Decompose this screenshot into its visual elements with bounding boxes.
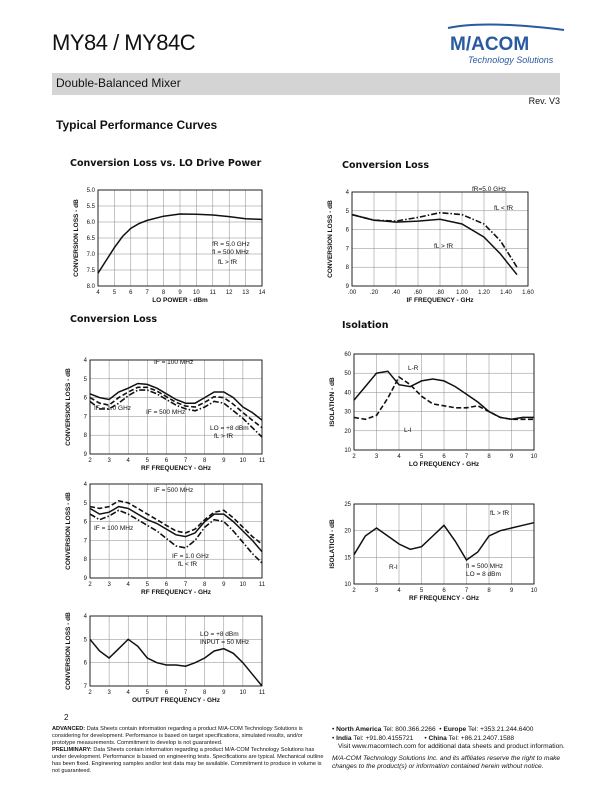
x-tick-label: 7 bbox=[464, 454, 469, 460]
section-title: Typical Performance Curves bbox=[56, 118, 218, 132]
grid bbox=[98, 190, 262, 286]
chart-title-isolation: Isolation bbox=[342, 320, 389, 331]
x-tick-label: 1.60 bbox=[522, 290, 534, 296]
y-axis-label: CONVERSION LOSS - dB bbox=[65, 492, 72, 570]
x-tick-label: 2 bbox=[88, 582, 92, 588]
chart-annotation: L-I bbox=[404, 427, 412, 434]
footer-disclaimer bbox=[52, 726, 327, 775]
y-tick-label: 20 bbox=[344, 528, 351, 535]
chart-annotation: IF = 1.0 GHz bbox=[94, 405, 132, 412]
footer-contacts bbox=[332, 726, 567, 772]
chart-annotation: LO = 8 dBm bbox=[466, 571, 501, 578]
y-tick-label: 5 bbox=[83, 637, 87, 644]
y-axis-label: ISOLATION - dB bbox=[329, 519, 336, 569]
macom-logo bbox=[444, 24, 569, 68]
y-tick-label: 50 bbox=[344, 371, 351, 378]
x-tick-label: 2 bbox=[88, 690, 92, 696]
x-tick-label: .80 bbox=[435, 290, 445, 296]
y-tick-label: 8 bbox=[83, 433, 87, 440]
x-tick-label: 14 bbox=[258, 290, 266, 296]
y-tick-label: 4 bbox=[345, 190, 349, 196]
chart-annotation: fL < fR bbox=[178, 561, 198, 568]
advanced-label: ADVANCED: bbox=[52, 726, 86, 732]
x-tick-label: 5 bbox=[112, 290, 117, 296]
x-tick-label: 4 bbox=[126, 690, 130, 696]
x-tick-label: 2 bbox=[352, 588, 356, 594]
x-tick-label: 5 bbox=[419, 454, 424, 460]
y-tick-label: 5 bbox=[83, 376, 87, 383]
y-axis-label: CONVERSION LOSS - dB bbox=[65, 368, 72, 446]
y-tick-label: 4 bbox=[83, 482, 87, 488]
x-tick-label: 9 bbox=[509, 588, 514, 594]
x-tick-label: 11 bbox=[258, 458, 266, 464]
chart-annotation: LO = +8 dBm bbox=[210, 425, 249, 432]
y-tick-label: 6.5 bbox=[86, 236, 95, 242]
y-tick-label: 5.0 bbox=[86, 188, 95, 194]
x-axis-label: RF FREQUENCY - GHz bbox=[141, 589, 211, 596]
x-tick-label: 8 bbox=[202, 582, 207, 588]
chart-annotation: fL > fR bbox=[490, 510, 510, 517]
x-tick-label: 10 bbox=[239, 690, 247, 696]
revision-label: Rev. V3 bbox=[528, 96, 560, 106]
y-tick-label: 15 bbox=[344, 555, 351, 562]
y-tick-label: 9 bbox=[83, 576, 87, 582]
x-tick-label: 8 bbox=[202, 458, 207, 464]
chart-annotation: fL > fR bbox=[434, 243, 454, 250]
chart-annotation: fL > fR bbox=[214, 433, 234, 440]
y-tick-label: 4 bbox=[83, 358, 87, 364]
x-tick-label: 1.40 bbox=[500, 290, 512, 296]
x-tick-label: 6 bbox=[164, 458, 169, 464]
x-tick-label: 6 bbox=[164, 582, 169, 588]
x-tick-label: 9 bbox=[509, 454, 514, 460]
x-tick-label: 9 bbox=[222, 582, 226, 588]
chart-annotation: IF = 500 MHz bbox=[146, 409, 186, 416]
x-tick-label: 11 bbox=[258, 582, 266, 588]
y-tick-label: 7.5 bbox=[86, 268, 95, 274]
chart-isolation-vs-rf-frequency bbox=[330, 496, 542, 606]
y-tick-label: 6 bbox=[83, 395, 87, 402]
x-tick-label: 8 bbox=[487, 588, 491, 594]
x-tick-label: 9 bbox=[222, 458, 226, 464]
page-number: 2 bbox=[64, 713, 69, 722]
y-tick-label: 25 bbox=[344, 502, 351, 508]
x-tick-label: 7 bbox=[183, 690, 188, 696]
x-axis-label: RF FREQUENCY - GHz bbox=[409, 595, 479, 602]
logo-wordmark: M/ACOM bbox=[450, 34, 530, 55]
x-tick-label: 7 bbox=[183, 582, 188, 588]
series-line-1 bbox=[90, 501, 262, 544]
y-tick-label: 5 bbox=[83, 500, 87, 507]
chart-annotation: fR = 5.0 GHz bbox=[212, 241, 250, 248]
y-tick-label: 7 bbox=[83, 684, 87, 690]
contact-eu-label: Europe bbox=[443, 726, 467, 733]
y-tick-label: 7 bbox=[83, 538, 87, 545]
x-tick-label: 10 bbox=[530, 588, 538, 594]
y-tick-label: 6 bbox=[83, 660, 87, 667]
y-tick-label: 6 bbox=[345, 227, 349, 234]
x-tick-label: .00 bbox=[347, 290, 357, 296]
chart-conv-loss-vs-if-frequency bbox=[327, 184, 542, 308]
logo-tagline: Technology Solutions bbox=[468, 55, 554, 65]
y-tick-label: 60 bbox=[344, 352, 351, 358]
logo-graphic bbox=[444, 24, 569, 68]
x-tick-label: 6 bbox=[442, 454, 446, 460]
y-tick-label: 40 bbox=[344, 390, 351, 397]
x-tick-label: .20 bbox=[369, 290, 379, 296]
x-axis-label: LO FREQUENCY - GHz bbox=[408, 461, 480, 468]
chart-title-lo-drive: Conversion Loss vs. LO Drive Power bbox=[70, 158, 262, 169]
y-tick-label: 10 bbox=[344, 582, 351, 588]
contact-in-label: India bbox=[336, 734, 352, 742]
contact-cn-label: China bbox=[428, 734, 447, 742]
chart-conv-loss-vs-rf-frequency-a bbox=[62, 354, 274, 478]
y-tick-label: 8.0 bbox=[86, 284, 95, 290]
y-tick-label: 6 bbox=[83, 519, 87, 526]
x-tick-label: 12 bbox=[225, 290, 233, 296]
chart-annotation: fI = 500 MHz bbox=[466, 563, 504, 570]
x-tick-label: 6 bbox=[164, 690, 169, 696]
y-tick-label: 6.0 bbox=[86, 220, 95, 226]
x-tick-label: 1.00 bbox=[456, 290, 468, 296]
x-tick-label: 11 bbox=[209, 290, 216, 296]
chart-annotation: IF = 100 MHz bbox=[154, 359, 194, 366]
y-tick-label: 9 bbox=[83, 452, 87, 458]
x-axis-label: LO POWER - dBm bbox=[152, 297, 208, 304]
x-tick-label: 9 bbox=[178, 290, 182, 296]
contact-eu-tel: Tel: +353.21.244.6400 bbox=[468, 726, 534, 733]
x-tick-label: 4 bbox=[397, 588, 401, 594]
y-tick-label: 5 bbox=[345, 208, 349, 215]
x-tick-label: 8 bbox=[161, 290, 166, 296]
chart-annotation: LO = +8 dBm bbox=[200, 631, 239, 638]
y-tick-label: 30 bbox=[344, 409, 351, 416]
preliminary-text: Data Sheets contain information regarding a product M/A-COM Technology Solutions has under development. Performance is based on engineering tests. Specifications are typical. Mechanical outline has been fixed. Engineering samples and/or test data may be available. Commitment to produce in volume is not guaranteed. bbox=[52, 747, 324, 774]
y-tick-label: 7.0 bbox=[86, 252, 95, 258]
chart-annotation: IF = 100 MHz bbox=[94, 525, 134, 532]
change-disclaimer: M/A-COM Technology Solutions Inc. and its affiliates reserve the right to make changes to the product(s) or information contained herein without notice. bbox=[332, 754, 561, 770]
x-tick-label: 8 bbox=[202, 690, 207, 696]
x-tick-label: 2 bbox=[88, 458, 92, 464]
chart-annotation: R-I bbox=[389, 564, 398, 571]
chart-annotation: fL < fR bbox=[494, 205, 514, 212]
chart-conv-loss-vs-lo-power bbox=[62, 182, 274, 306]
contact-na-label: North America bbox=[336, 726, 382, 733]
x-tick-label: 1.20 bbox=[478, 290, 490, 296]
contact-in-tel: Tel: +91.80.4155721 bbox=[353, 734, 414, 742]
x-tick-label: 10 bbox=[193, 290, 200, 296]
x-tick-label: 13 bbox=[242, 290, 249, 296]
chart-isolation-vs-lo-frequency bbox=[330, 348, 542, 472]
y-axis-label: CONVERSION LOSS - dB bbox=[73, 199, 80, 277]
chart-conv-loss-vs-rf-frequency-b bbox=[62, 478, 274, 602]
chart-title-conv-loss-rf: Conversion Loss bbox=[70, 314, 157, 325]
x-tick-label: 2 bbox=[352, 454, 356, 460]
x-tick-label: 4 bbox=[126, 458, 130, 464]
x-tick-label: 3 bbox=[374, 454, 379, 460]
x-tick-label: 4 bbox=[96, 290, 100, 296]
contact-row-1: • North America Tel: 800.366.2266 • Europe Tel: +353.21.244.6400 bbox=[332, 726, 534, 733]
x-tick-label: 3 bbox=[374, 588, 379, 594]
chart-annotation: IF = 1.0 GHz bbox=[172, 553, 210, 560]
y-tick-label: 10 bbox=[344, 448, 351, 454]
y-tick-label: 7 bbox=[345, 246, 349, 253]
advanced-text: Data Sheets contain information regarding a product M/A-COM Technology Solutions is considering for development. Performance is based on target specifications, simulated results, and/or prototype measurements. Commitment to develop is not guaranteed. bbox=[52, 726, 303, 746]
x-axis-label: RF FREQUENCY - GHz bbox=[141, 465, 211, 472]
y-axis-label: ISOLATION - dB bbox=[329, 377, 336, 427]
x-axis-label: IF FREQUENCY - GHz bbox=[406, 297, 474, 304]
grid bbox=[354, 354, 534, 450]
x-tick-label: 7 bbox=[464, 588, 469, 594]
x-tick-label: 3 bbox=[107, 458, 111, 464]
document-subtitle: Double-Balanced Mixer bbox=[56, 76, 181, 90]
x-tick-label: 7 bbox=[145, 290, 149, 296]
x-tick-label: 10 bbox=[239, 458, 247, 464]
y-tick-label: 8 bbox=[345, 265, 349, 272]
x-tick-label: 6 bbox=[442, 588, 446, 594]
chart-annotation: IF = 500 MHz bbox=[154, 487, 194, 494]
chart-annotation: L-R bbox=[408, 365, 419, 372]
preliminary-label: PRELIMINARY: bbox=[52, 747, 92, 753]
x-tick-label: 11 bbox=[258, 690, 266, 696]
chart-annotation: fL > fR bbox=[218, 259, 238, 266]
x-tick-label: 3 bbox=[107, 582, 111, 588]
y-tick-label: 9 bbox=[345, 284, 349, 290]
x-tick-label: 5 bbox=[419, 588, 424, 594]
x-tick-label: 9 bbox=[222, 690, 226, 696]
y-tick-label: 8 bbox=[83, 557, 87, 564]
contact-na-tel: Tel: 800.366.2266 bbox=[383, 726, 436, 733]
x-tick-label: 4 bbox=[126, 582, 130, 588]
contact-row-2: • India Tel: +91.80.4155721 • China Tel: +86.21.2407.1588 bbox=[332, 734, 515, 742]
contact-cn-tel: Tel: +86.21.2407.1588 bbox=[448, 734, 515, 742]
y-tick-label: 20 bbox=[344, 428, 351, 435]
x-axis-label: OUTPUT FREQUENCY - GHz bbox=[132, 697, 220, 704]
x-tick-label: 5 bbox=[145, 690, 150, 696]
x-tick-label: 5 bbox=[145, 582, 150, 588]
y-tick-label: 7 bbox=[83, 414, 87, 421]
chart-title-conv-loss-if: Conversion Loss bbox=[342, 160, 429, 171]
visit-website-text[interactable]: Visit www.macomtech.com for additional data sheets and product information. bbox=[338, 743, 565, 750]
x-tick-label: 3 bbox=[107, 690, 111, 696]
x-tick-label: .40 bbox=[391, 290, 401, 296]
chart-annotation: INPUT = 50 MHz bbox=[200, 639, 250, 646]
x-tick-label: 8 bbox=[487, 454, 491, 460]
x-tick-label: 7 bbox=[183, 458, 188, 464]
x-tick-label: 10 bbox=[239, 582, 247, 588]
chart-conv-loss-vs-output-frequency bbox=[62, 612, 274, 712]
x-tick-label: 6 bbox=[129, 290, 133, 296]
page-title: MY84 / MY84C bbox=[52, 30, 196, 55]
x-tick-label: 10 bbox=[530, 454, 538, 460]
y-tick-label: 4 bbox=[83, 614, 87, 620]
chart-annotation: fI = 500 MHz bbox=[212, 249, 250, 256]
x-tick-label: 5 bbox=[145, 458, 150, 464]
y-axis-label: CONVERSION LOSS - dB bbox=[327, 200, 334, 278]
y-axis-label: CONVERSION LOSS - dB bbox=[65, 612, 72, 690]
y-tick-label: 5.5 bbox=[86, 204, 95, 210]
x-tick-label: 4 bbox=[397, 454, 401, 460]
x-tick-label: .60 bbox=[413, 290, 423, 296]
chart-annotation: fR=5.0 GHz bbox=[472, 186, 507, 193]
